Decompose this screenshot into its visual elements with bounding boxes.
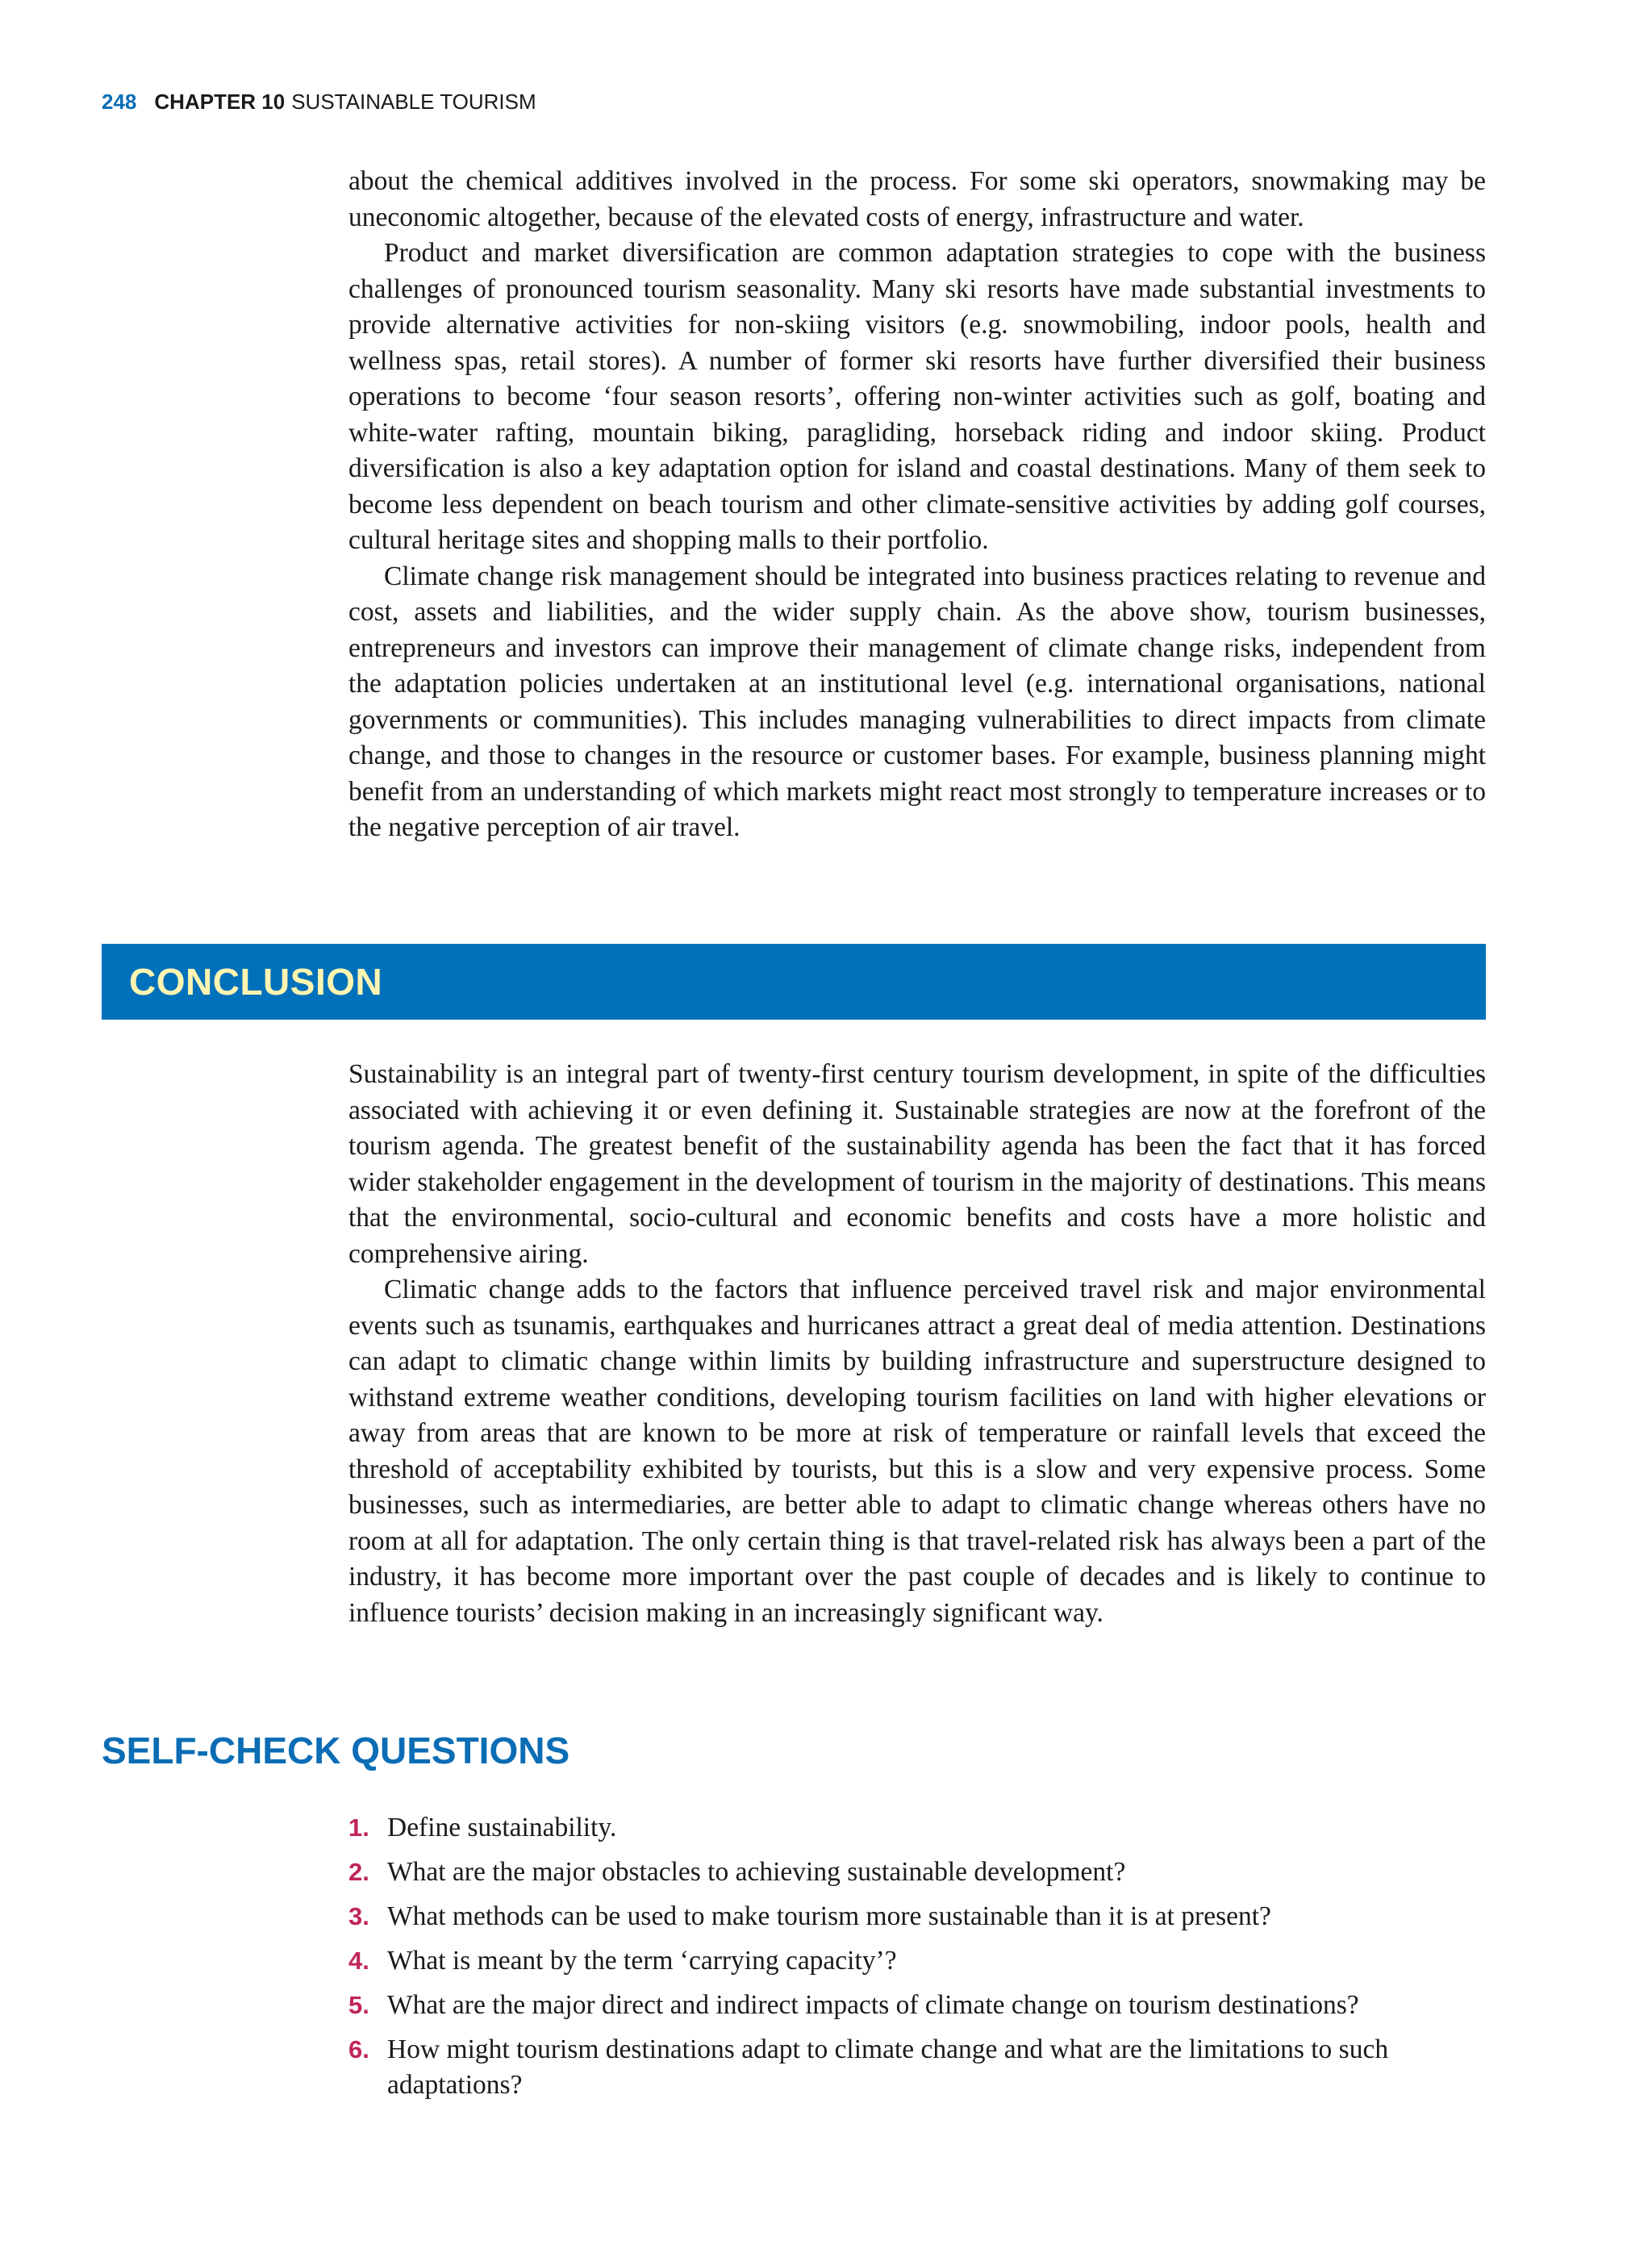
question-item bbox=[348, 1855, 1486, 1890]
question-text: What are the major direct and indirect impacts of climate change on tourism destinations? bbox=[387, 1990, 1359, 2020]
question-number: 2. bbox=[348, 1858, 369, 1886]
self-check-heading: SELF-CHECK QUESTIONS bbox=[102, 1730, 570, 1771]
question-text: Define sustainability. bbox=[387, 1813, 617, 1842]
chapter-label: CHAPTER 10 bbox=[154, 90, 286, 114]
question-item bbox=[348, 1988, 1486, 2023]
question-item bbox=[348, 1899, 1486, 1934]
paragraph: Climatic change adds to the factors that influence perceived travel risk and major environmental events such as tsunamis, earthquakes and hurricanes attract a great deal of media attention. Destinations can adapt to climatic change within limits by building infrastructure and superstructure designed to withstand extreme weather conditions, developing tourism facilities on land with higher elevations or away from areas that are known to be more at risk of temperature or rainfall levels that exceed the threshold of acceptability exhibited by tourists, but this is a slow and very expensive process. Some businesses, such as intermediaries, are better able to adapt to climatic change whereas others have no room at all for adaptation. The only certain thing is that travel-related risk has always been a part of the industry, it has become more important over the past couple of decades and is likely to continue to influence tourists’ decision making in an increasingly significant way. bbox=[348, 1275, 1486, 1628]
self-check-questions-list bbox=[348, 1810, 1486, 2112]
question-text: What methods can be used to make tourism more sustainable than it is at present? bbox=[387, 1901, 1271, 1931]
conclusion-heading: CONCLUSION bbox=[129, 961, 383, 1003]
paragraph: Climate change risk management should be integrated into business practices relating to revenue and cost, assets and liabilities, and the wider supply chain. As the above show, tourism businesses, entrepreneurs and investors can improve their management of climate change risks, independent from the adaptation policies undertaken at an institutional level (e.g. international organisations, national governments or communities). This includes managing vulnerabilities to direct impacts from climate change, and those to changes in the resource or customer bases. For example, business planning might benefit from an understanding of which markets might react most strongly to temperature increases or to the negative perception of air travel. bbox=[348, 561, 1486, 842]
running-head bbox=[102, 87, 536, 116]
conclusion-banner bbox=[102, 944, 1486, 1020]
page-number: 248 bbox=[102, 90, 137, 114]
question-text: What are the major obstacles to achieving sustainable development? bbox=[387, 1857, 1126, 1887]
question-text: What is meant by the term ‘carrying capacity’? bbox=[387, 1946, 897, 1976]
paragraph: about the chemical additives involved in the process. For some ski operators, snowmaking may be uneconomic altogether, because of the elevated costs of energy, infrastructure and water. bbox=[348, 166, 1486, 232]
paragraph: Product and market diversification are common adaptation strategies to cope with the business challenges of pronounced tourism seasonality. Many ski resorts have made substantial investments to provide alternative activities for non-skiing visitors (e.g. snowmobiling, indoor pools, health and wellness spas, retail stores). A number of former ski resorts have further diversified their business operations to become ‘four season resorts’, offering non-winter activities such as golf, boating and white-water rafting, mountain biking, paragliding, horseback riding and indoor skiing. Product diversification is also a key adaptation option for island and coastal destinations. Many of them seek to become less dependent on beach tourism and other climate-sensitive activities by adding golf courses, cultural heritage sites and shopping malls to their portfolio. bbox=[348, 238, 1486, 555]
question-number: 6. bbox=[348, 2035, 369, 2063]
question-number: 1. bbox=[348, 1813, 369, 1842]
paragraph: Sustainability is an integral part of twenty-first century tourism development, in spite of the difficulties associated with achieving it or even defining it. Sustainable strategies are now at the forefront of the tourism agenda. The greatest benefit of the sustainability agenda has been the fact that it has forced wider stakeholder engagement in the development of tourism in the majority of destinations. This means that the environmental, socio-cultural and economic benefits and costs have a more holistic and comprehensive airing. bbox=[348, 1059, 1486, 1269]
question-number: 5. bbox=[348, 1991, 369, 2019]
chapter-title: SUSTAINABLE TOURISM bbox=[291, 90, 536, 114]
question-text: How might tourism destinations adapt to climate change and what are the limitations to such adaptations? bbox=[387, 2034, 1389, 2100]
question-item bbox=[348, 1810, 1486, 1846]
question-number: 4. bbox=[348, 1947, 369, 1975]
question-item bbox=[348, 2032, 1486, 2103]
conclusion-section bbox=[348, 1057, 1486, 1631]
question-item bbox=[348, 1943, 1486, 1979]
continuation-section bbox=[348, 164, 1486, 846]
question-number: 3. bbox=[348, 1902, 369, 1930]
